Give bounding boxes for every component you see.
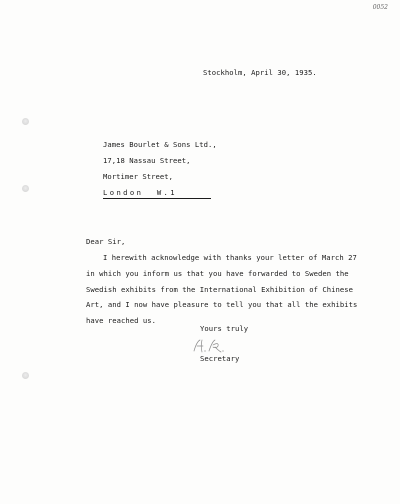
handwritten-initials-signature <box>192 338 228 354</box>
body-line-2: in which you inform us that you have forwarded to Sweden the <box>86 269 349 278</box>
punch-hole-top <box>22 118 29 125</box>
recipient-city: London W.1 <box>103 188 177 197</box>
closing: Yours truly <box>200 324 249 333</box>
page-number: 0052 <box>372 4 388 11</box>
signature-title: Secretary <box>200 354 240 363</box>
recipient-city-underline <box>103 198 211 199</box>
body-line-1: I herewith acknowledge with thanks your letter of March 27 <box>103 253 357 262</box>
body-line-4: Art, and I now have pleasure to tell you that all the exhibits <box>86 300 358 309</box>
date-line: Stockholm, April 30, 1935. <box>203 68 317 77</box>
punch-hole-middle <box>22 185 29 192</box>
recipient-street: 17,18 Nassau Street, <box>103 156 191 165</box>
body-line-3: Swedish exhibits from the International Exhibition of Chinese <box>86 285 354 294</box>
recipient-name: James Bourlet & Sons Ltd., <box>103 140 217 149</box>
punch-hole-bottom <box>22 372 29 379</box>
body-line-5: have reached us. <box>86 316 157 325</box>
salutation: Dear Sir, <box>86 237 126 246</box>
recipient-street2: Mortimer Street, <box>103 172 174 181</box>
